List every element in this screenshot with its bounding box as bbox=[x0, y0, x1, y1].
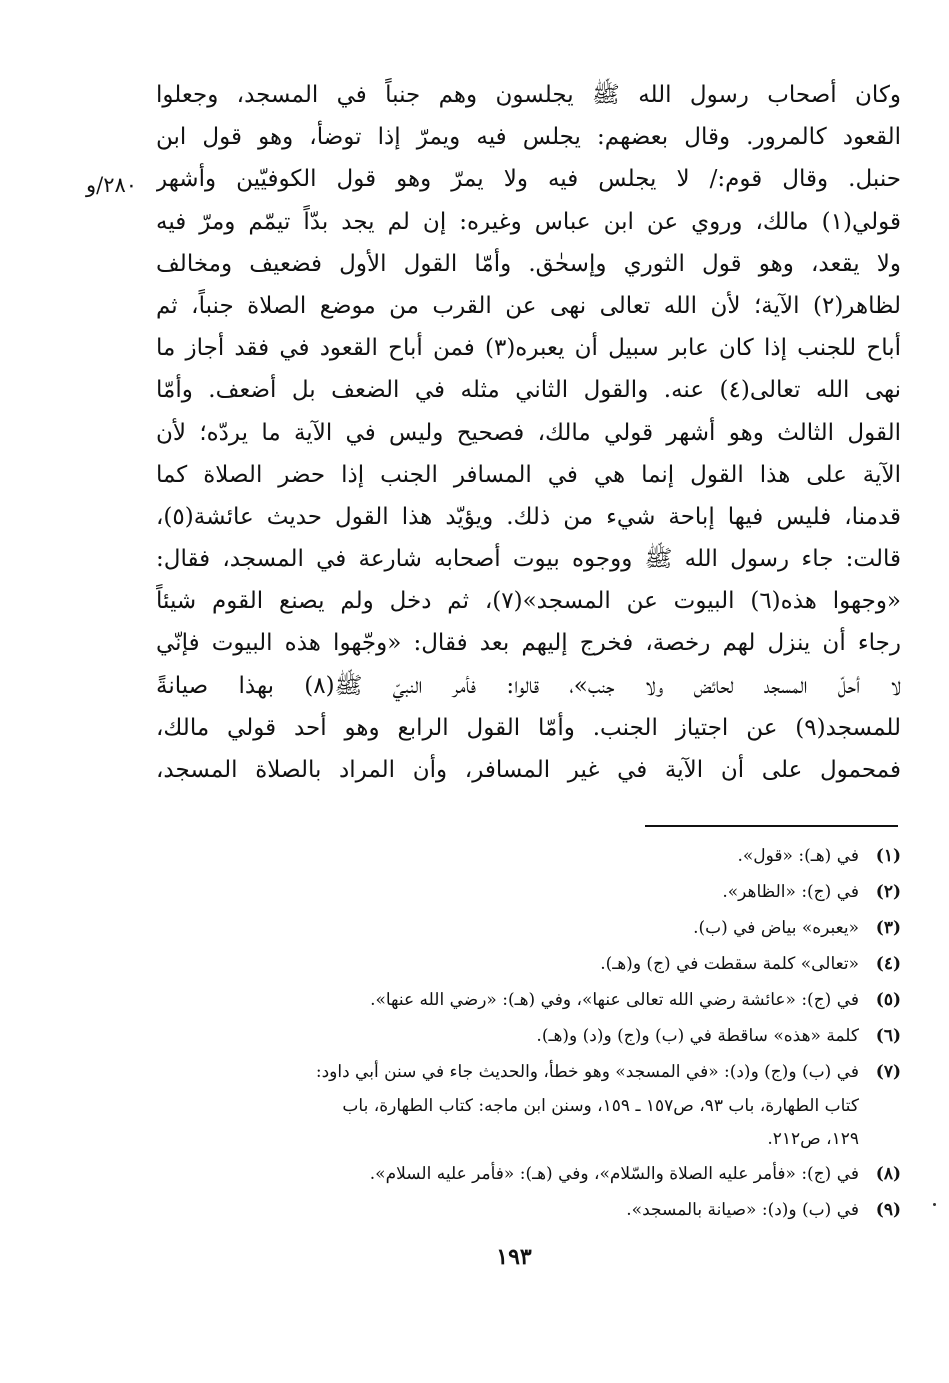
footnote-number: (١) bbox=[875, 846, 901, 866]
page-number bbox=[14, 1244, 949, 1270]
footnote-text: «تعالى» كلمة سقطت في (ج) و(هـ). bbox=[600, 954, 859, 974]
text-line: لا أحلّ المسجد لحائض ولا جنب»، قالوا: فأمر النبيّ ﷺ(٨) بهذا صيانةً bbox=[156, 672, 901, 699]
text-line: ولا يقعد، وهو قول الثوري وإسحٰق. وأمّا القول الأول فضعيف ومخالف bbox=[156, 250, 901, 277]
text-line: قدمنا، فليس فيها إباحة شيء من ذلك. ويؤيّد هذا القول حديث عائشة(٥)، bbox=[156, 503, 901, 530]
footnote-text: في (ب) و(ج) و(د): «في المسجد» وهو خطأ، والحديث جاء في سنن أبي داود: bbox=[315, 1062, 859, 1082]
footnote-number: (٤) bbox=[875, 954, 901, 974]
footnote bbox=[146, 982, 901, 1018]
manuscript-folio-note: ٢٨٠/و bbox=[86, 173, 138, 197]
footnote bbox=[146, 874, 901, 910]
footnotes bbox=[146, 838, 901, 1228]
footnote-text: في (ج): «عائشة رضي الله تعالى عنها»، وفي (هـ): «رضي الله عنها». bbox=[370, 990, 859, 1010]
footnote-text: ١٢٩، ص٢١٢. bbox=[767, 1129, 859, 1149]
footnote-text: في (ج): «فأمر عليه الصلاة والسّلام»، وفي (هـ): «فأمر عليه السلام». bbox=[369, 1164, 859, 1184]
footnote-text: كلمة «هذه» ساقطة في (ب) و(ج) و(د) و(هـ). bbox=[536, 1026, 859, 1046]
footnote bbox=[146, 1192, 901, 1228]
text-line: وكان أصحاب رسول الله ﷺ يجلسون وهم جنباً في المسجد، وجعلوا bbox=[156, 82, 901, 108]
text-line: نهى الله تعالى(٤) عنه. والقول الثاني مثله في الضعف بل أضعف. وأمّا bbox=[156, 377, 901, 404]
footnote-number: (٨) bbox=[875, 1164, 901, 1184]
footnote-number: (٥) bbox=[875, 990, 901, 1010]
footnote-text: «يعبره» بياض في (ب). bbox=[693, 918, 859, 938]
footnote-separator bbox=[645, 825, 898, 827]
text-line: فمحمول على أن الآية في غير المسافر، وأن المراد بالصلاة المسجد، bbox=[156, 757, 901, 783]
footnote-number: (٣) bbox=[875, 918, 901, 938]
main-text bbox=[156, 74, 901, 791]
footnote-number: (٧) bbox=[875, 1062, 901, 1082]
footnote bbox=[146, 838, 901, 874]
footnote-text: كتاب الطهارة، باب ٩٣، ص١٥٧ ـ ١٥٩، وسنن ابن ماجه: كتاب الطهارة، باب bbox=[342, 1096, 859, 1116]
text-line: القول الثالث وهو أشهر قولي مالك، فصحيح وليس في الآية ما يردّه؛ لأن bbox=[156, 419, 901, 446]
footnote-number: (٢) bbox=[875, 882, 901, 902]
footnote bbox=[146, 1054, 901, 1156]
scan-speck bbox=[933, 1203, 936, 1206]
text-line: حنبل. وقال قوم:/ لا يجلس فيه ولا يمرّ وهو قول الكوفيّين وأشهر bbox=[156, 166, 901, 193]
text-line: رجاء أن ينزل لهم رخصة، فخرج إليهم بعد فقال: «وجّهوا هذه البيوت فإنّي bbox=[156, 630, 901, 657]
text-line: القعود كالمرور. وقال بعضهم: يجلس فيه ويمرّ إذا توضأ، وهو قول ابن bbox=[156, 124, 901, 151]
text-line: «وجهوا هذه(٦) البيوت عن المسجد»(٧)، ثم دخل ولم يصنع القوم شيئاً bbox=[156, 588, 901, 615]
text-line: قالت: جاء رسول الله ﷺ ووجوه بيوت أصحابه شارعة في المسجد، فقال: bbox=[156, 546, 901, 573]
text-line: الآية على هذا القول إنما هي في المسافر الجنب إذا حضر الصلاة كما bbox=[156, 461, 901, 488]
text-line: للمسجد(٩) عن اجتياز الجنب. وأمّا القول الرابع وهو أحد قولي مالك، bbox=[156, 714, 901, 741]
footnote bbox=[146, 1018, 901, 1054]
footnote-text: في (هـ): «قول». bbox=[737, 846, 859, 866]
footnote-text: في (ب) و(د): «صيانة بالمسجد». bbox=[626, 1200, 859, 1220]
page-number-text: ١٩٣ bbox=[496, 1244, 532, 1270]
footnote bbox=[146, 946, 901, 982]
footnote bbox=[146, 1156, 901, 1192]
footnote bbox=[146, 910, 901, 946]
text-line: لظاهر(٢) الآية؛ لأن الله تعالى نهى عن القرب من موضع الصلاة جنباً، ثم bbox=[156, 292, 901, 319]
footnote-number: (٩) bbox=[875, 1200, 901, 1220]
footnote-number: (٦) bbox=[875, 1026, 901, 1046]
text-line: قولي(١) مالك، وروي عن ابن عباس وغيره: إن لم يجد بدّاً تيمّم ومرّ فيه bbox=[156, 208, 901, 235]
text-line: أباح للجنب إذا كان عابر سبيل أن يعبره(٣) فمن أباح القعود في فقد أجاز ما bbox=[156, 335, 901, 362]
footnote-text: في (ج): «الظاهر». bbox=[722, 882, 859, 902]
